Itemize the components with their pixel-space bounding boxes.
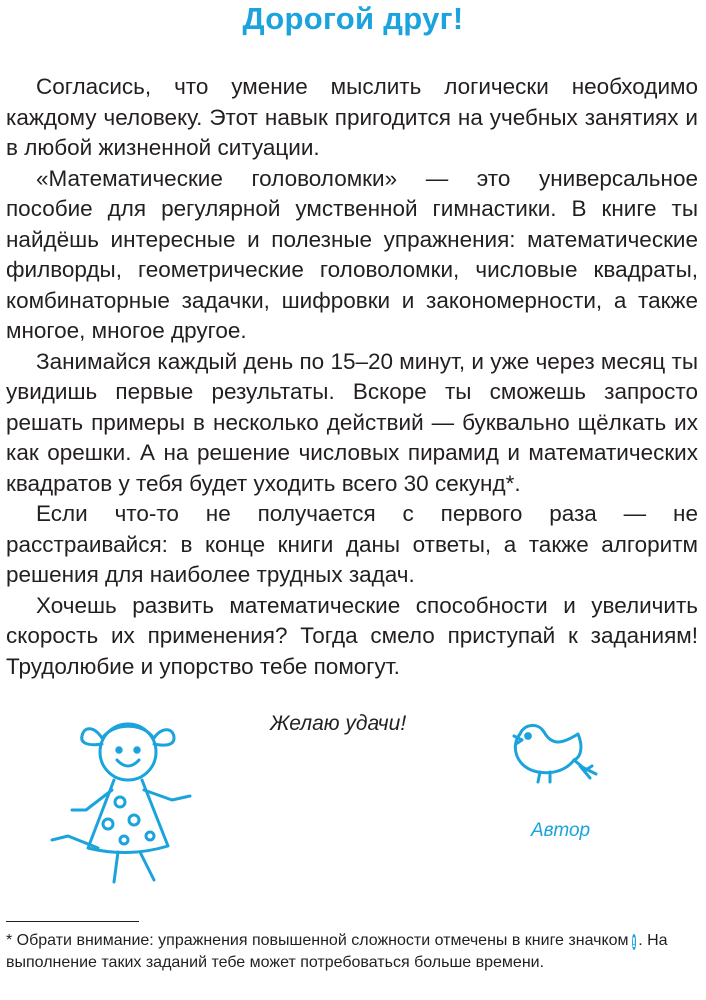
footnote-text-start: * Обрати внимание: упражнения повышенной сложности отмечены в книге значком: [6, 932, 629, 949]
paragraph-3: Занимайся каждый день по 15–20 минут, и уже через месяц ты увидишь первые результаты. Вскоре ты сможешь запросто решать примеры в несколько действий — буквально щёлкать их как орешки. А на решение числовых пирамид и математических квадратов у тебя будет уходить всего 30 секунд*.: [6, 348, 698, 496]
author-signature: Автор: [531, 820, 591, 841]
footnote: [6, 930, 700, 973]
paragraph-2: «Математические головоломки» — это универсальное пособие для регулярной умственной гимнастики. В книге ты найдёшь интересные и полезные упражнения: математические филворды, геометрические головоломки, числовые квадраты, комбинаторные задачки, шифровки и закономерности, а также многое, многое другое.: [6, 165, 698, 343]
letter-body: [6, 72, 698, 682]
exclamation-circle-icon: !: [631, 934, 637, 950]
bird-doodle-icon: [500, 712, 605, 792]
wish-text: Желаю удачи!: [270, 712, 407, 735]
page-title: Дорогой друг!: [242, 1, 464, 36]
girl-doodle-icon: [28, 700, 218, 890]
paragraph-4: Если что-то не получается с первого раза — не расстраивайся: в конце книги даны ответы, а также алгоритм решения для наиболее трудных задач.: [6, 501, 698, 587]
paragraph-5: Хочешь развить математические способности и увеличить скорость их применения? Тогда смело приступай к заданиям! Трудолюбие и упорство тебе помогут.: [6, 592, 698, 679]
paragraph-1: Согласись, что умение мыслить логически необходимо каждому человеку. Этот навык пригодится на учебных занятиях и в любой жизненной ситуации.: [6, 74, 698, 160]
footnote-text-end: . На выполнение таких заданий тебе может потребоваться больше времени.: [6, 932, 668, 971]
footnote-divider: [6, 921, 139, 922]
